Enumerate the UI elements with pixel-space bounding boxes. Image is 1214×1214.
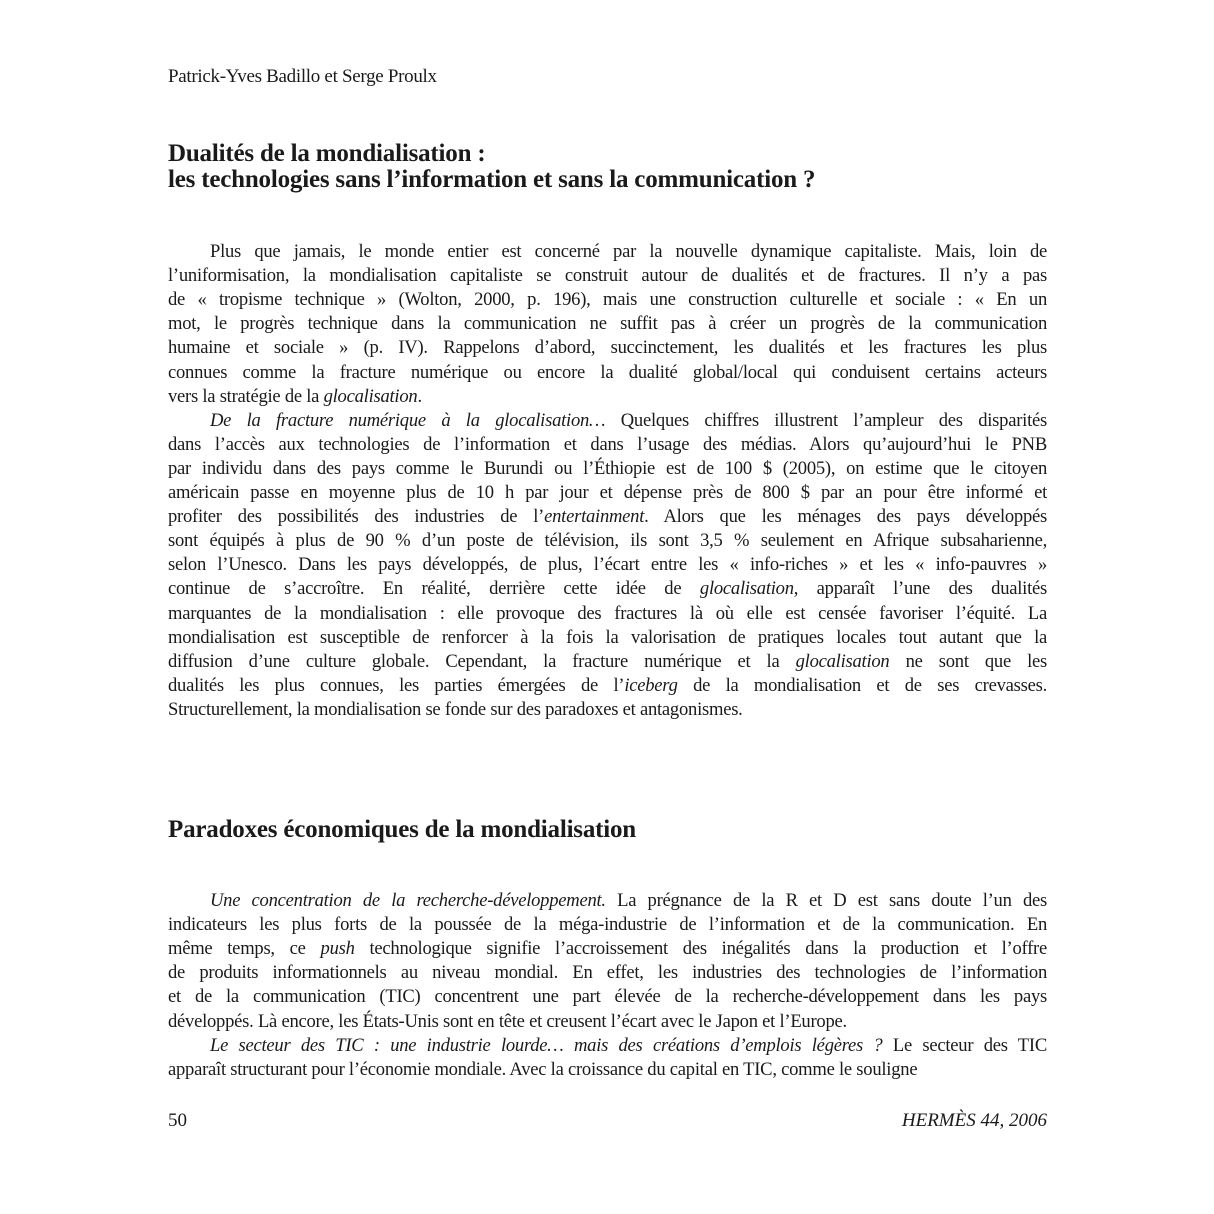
text-line	[168, 457, 1047, 481]
page-number: 50	[168, 1110, 187, 1131]
italic-text: Le secteur des TIC : une industrie lourde… mais des créations d’emplois légères ?	[210, 1034, 883, 1056]
text-segment: par individu dans des pays comme le Burundi ou l’Éthiopie est de 100 $ (2005), on estime que le citoyen	[168, 457, 1047, 479]
text-line	[168, 674, 1047, 698]
text-line	[168, 505, 1047, 529]
text-line	[168, 985, 1047, 1009]
text-segment: américain passe en moyenne plus de 10 h par jour et dépense près de 800 $ par an pour être informé et	[168, 482, 1047, 503]
text-segment: mot, le progrès technique dans la communication ne suffit pas à créer un progrès de la communication	[168, 313, 1047, 335]
text-line	[168, 385, 1047, 409]
text-segment: même temps, ce	[168, 938, 321, 960]
text-segment: de produits informationnels au niveau mondial. En effet, les industries des technologies de l’information	[168, 962, 1047, 984]
text-line	[168, 1058, 1047, 1082]
text-segment: Plus que jamais, le monde entier est concerné par la nouvelle dynamique capitaliste. Mais, loin de	[210, 241, 1047, 262]
text-segment: vers la stratégie de la	[168, 385, 324, 407]
section-title-2: Paradoxes économiques de la mondialisation	[168, 816, 637, 843]
text-segment: développés. Là encore, les États-Unis sont en tête et creusent l’écart avec le Japon et l’Europe.	[168, 1010, 847, 1032]
text-segment: l’uniformisation, la mondialisation capitaliste se construit autour de dualités et de fractures. Il n’y a pas	[168, 265, 1047, 287]
text-line	[168, 288, 1047, 312]
text-line	[168, 937, 1047, 961]
italic-text: push	[320, 938, 355, 960]
text-line	[168, 312, 1047, 336]
text-segment: Structurellement, la mondialisation se fonde sur des paradoxes et antagonismes.	[168, 698, 743, 720]
text-segment: de la mondialisation et de ses crevasses.	[677, 674, 1047, 696]
journal-reference: HERMÈS 44, 2006	[901, 1110, 1047, 1131]
text-segment: ne sont que les	[889, 650, 1048, 672]
italic-text: iceberg	[624, 674, 678, 696]
text-line	[168, 961, 1047, 985]
text-segment: connues comme la fracture numérique ou encore la dualité global/local qui conduisent certains acteurs	[168, 361, 1047, 383]
text-line	[168, 553, 1047, 577]
text-line	[168, 361, 1047, 385]
section-title-line-1: Dualités de la mondialisation :	[168, 140, 486, 167]
text-segment: et de la communication (TIC) concentrent une part élevée de la recherche-développement dans les pays	[168, 986, 1047, 1008]
text-segment: sont équipés à plus de 90 % d’un poste de télévision, ils sont 3,5 % seulement en Afrique subsaharienne,	[168, 530, 1047, 552]
italic-text: Une concentration de la recherche-développement.	[210, 890, 606, 911]
text-segment: mondialisation est susceptible de renforcer à la fois la valorisation de pratiques locales tout autant que la	[168, 626, 1047, 648]
text-segment: dans l’accès aux technologies de l’information et dans l’usage des médias. Alors qu’aujourd’hui le PNB	[168, 433, 1047, 455]
text-line	[168, 650, 1047, 674]
text-line	[168, 626, 1047, 650]
text-line	[168, 577, 1047, 601]
text-segment: marquantes de la mondialisation : elle provoque des fractures là où elle est censée favoriser l’équité. La	[168, 602, 1047, 624]
text-segment: selon l’Unesco. Dans les pays développés, de plus, l’écart entre les « info-riches » et les « info-pauvres »	[168, 554, 1047, 576]
text-line	[168, 698, 1047, 722]
text-segment: technologique signifie l’accroissement des inégalités dans la production et l’offre	[354, 938, 1047, 960]
text-line	[210, 889, 1047, 913]
text-segment: apparaît structurant pour l’économie mondiale. Avec la croissance du capital en TIC, comme le souligne	[168, 1058, 918, 1080]
text-line	[168, 433, 1047, 457]
text-line	[168, 529, 1047, 553]
text-segment: Le secteur des TIC	[882, 1034, 1047, 1056]
text-segment: , apparaît l’une des dualités	[793, 578, 1047, 600]
text-line	[168, 336, 1047, 360]
text-line	[210, 1034, 1047, 1058]
italic-text: entertainment	[544, 506, 645, 528]
text-line	[210, 409, 1047, 433]
text-segment: continue de s’accroître. En réalité, derrière cette idée de	[168, 578, 700, 600]
text-line	[210, 240, 1047, 264]
text-segment: de « tropisme technique » (Wolton, 2000, p. 196), mais une construction culturelle et sociale : « En un	[168, 289, 1047, 311]
text-line	[168, 1010, 1047, 1034]
text-segment: La prégnance de la R et D est sans doute l’un des	[605, 890, 1047, 911]
text-segment: humaine et sociale » (p. IV). Rappelons d’abord, succinctement, les dualités et les fractures les plus	[168, 337, 1047, 359]
text-segment: dualités les plus connues, les parties émergées de l’	[168, 674, 625, 696]
text-segment: Quelques chiffres illustrent l’ampleur des disparités	[605, 409, 1047, 431]
text-segment: profiter des possibilités des industries de l’	[168, 506, 545, 528]
italic-text: glocalisation	[323, 385, 418, 407]
text-line	[168, 913, 1047, 937]
text-line	[168, 602, 1047, 626]
running-header: Patrick-Yves Badillo et Serge Proulx	[168, 66, 437, 87]
italic-text: glocalisation	[795, 650, 890, 672]
text-segment: .	[417, 385, 422, 407]
text-line	[168, 481, 1047, 505]
italic-text: De la fracture numérique à la glocalisation…	[210, 409, 606, 431]
text-segment: diffusion d’une culture globale. Cependant, la fracture numérique et la	[168, 650, 796, 672]
section-title-line-2: les technologies sans l’information et sans la communication ?	[168, 166, 816, 193]
text-line	[168, 264, 1047, 288]
text-segment: indicateurs les plus forts de la poussée de la méga-industrie de l’information et de la communication. En	[168, 914, 1047, 936]
italic-text: glocalisation	[699, 578, 794, 600]
text-segment: . Alors que les ménages des pays développés	[644, 506, 1048, 528]
